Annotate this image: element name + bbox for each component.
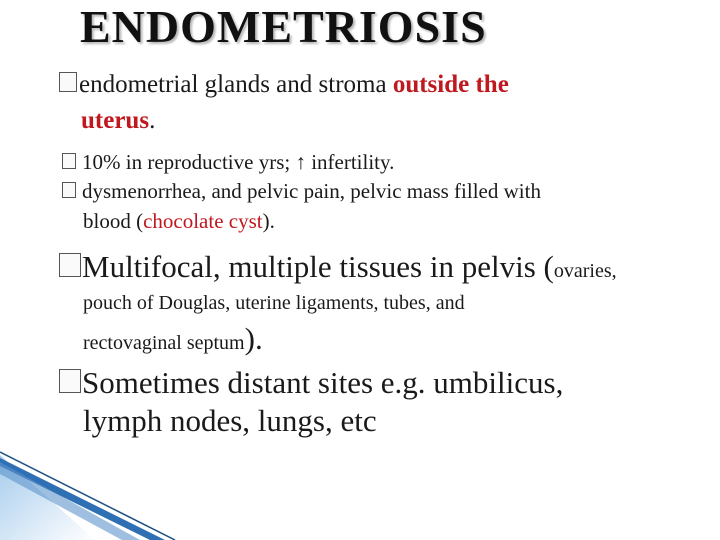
bullet-text: ).: [262, 209, 275, 233]
bullet-text-small: ovaries,: [553, 260, 617, 282]
bullet-text: 10% in reproductive yrs; ↑ infertility.: [82, 150, 395, 174]
slide-title: ENDOMETRIOSIS: [80, 1, 487, 52]
bullet-emphasis: outside the: [392, 71, 509, 98]
bullet-text: endometrial glands and stroma: [79, 71, 393, 98]
bullet-text: blood (: [83, 209, 144, 233]
bullet-text: .: [149, 107, 156, 134]
bullet-text: Sometimes distant sites e.g. umbilicus,: [82, 365, 564, 400]
bullet-text: dysmenorrhea, and pelvic pain, pelvic mass filled with: [82, 179, 541, 203]
bullet-text: rectovaginal septum: [83, 332, 245, 354]
bullet-emphasis: uterus: [81, 107, 150, 134]
bullet-text: Multifocal, multiple tissues in pelvis (: [82, 249, 554, 284]
bullet-continuation: lymph nodes, lungs, etc: [83, 403, 377, 438]
bullet-emphasis: chocolate cyst: [143, 209, 263, 233]
bullet-continuation: pouch of Douglas, uterine ligaments, tubes, and: [83, 292, 465, 314]
bullet-text: ).: [244, 321, 263, 356]
